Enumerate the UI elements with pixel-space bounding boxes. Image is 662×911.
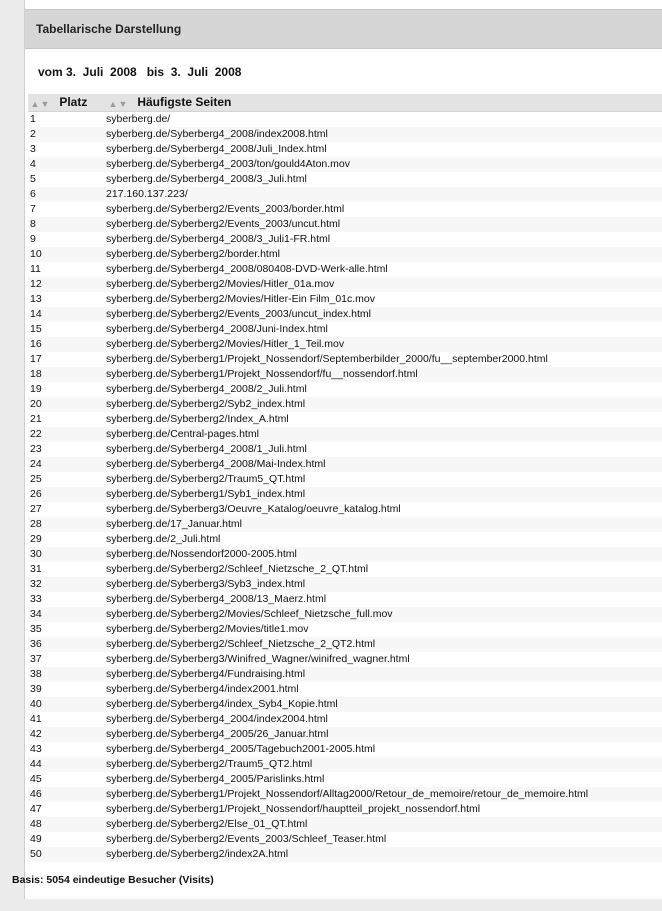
table-row [28,697,662,712]
page-url-cell: syberberg.de/Syberberg2/Else_01_QT.html [106,817,662,832]
page-url-cell: syberberg.de/Syberberg2/Traum5_QT2.html [106,757,662,772]
page-url-cell: syberberg.de/2_Juli.html [106,533,221,545]
page-url-cell: syberberg.de/Syberberg2/Movies/Hitler_01a.mov [106,277,662,292]
page-url-cell: syberberg.de/Syberberg3/Oeuvre_Katalog/oeuvre_katalog.html [106,503,401,515]
page-sort-controls[interactable] [108,96,128,110]
rank-cell: 4 [28,157,106,172]
table-row [28,472,662,487]
sort-down-icon[interactable]: ▼ [118,98,128,109]
page-url-cell: syberberg.de/Syberberg2/Schleef_Nietzsche_2_QT.html [106,563,369,575]
rank-cell: 39 [30,683,42,695]
page-url-cell: syberberg.de/Syberberg2/Index_A.html [106,413,289,425]
table-row [28,682,662,697]
page-url-cell: syberberg.de/Syberberg4_2003/ton/gould4Aton.mov [106,157,662,172]
table-row [28,247,662,262]
rank-cell: 32 [28,577,106,592]
table-row [28,352,662,367]
table-row [28,832,662,847]
table-row [28,457,662,472]
page-url-cell: syberberg.de/Syberberg4_2008/Juni-Index.html [106,323,328,335]
rank-cell: 12 [28,277,106,292]
rank-cell: 17 [30,353,42,365]
page-url-cell: syberberg.de/Syberberg2/border.html [106,247,662,262]
rank-cell: 9 [30,233,36,245]
table-row [28,667,662,682]
page-url-cell: syberberg.de/Syberberg2/Events_2003/uncut.html [106,217,662,232]
page-url-cell: syberberg.de/Syberberg1/Projekt_Nossendorf/hauptteil_projekt_nossendorf.html [106,803,481,815]
rank-cell: 6 [28,187,106,202]
page-url-cell: syberberg.de/Syberberg1/Projekt_Nossendorf/Septemberbilder_2000/fu__september2000.html [106,353,548,365]
table-row [28,817,662,832]
rank-sort-controls[interactable] [30,96,50,110]
page-url-cell: syberberg.de/Syberberg4_2008/Juli_Index.html [106,143,327,155]
table-row [28,187,662,202]
rank-column-header[interactable] [28,94,106,112]
rank-cell: 22 [28,427,106,442]
rank-header-label: Platz [59,95,88,110]
table-row [28,562,662,577]
page-url-cell: syberberg.de/ [106,113,171,125]
page-url-cell: syberberg.de/Syberberg2/Traum5_QT.html [106,473,306,485]
rank-cell: 30 [28,547,106,562]
table-row [28,292,662,307]
page-url-cell: syberberg.de/Syberberg2/index2A.html [106,847,662,862]
table-row [28,592,662,607]
rank-cell: 2 [28,127,106,142]
table-row [28,727,662,742]
rank-cell: 43 [30,743,42,755]
table-row [28,382,662,397]
rank-cell: 24 [28,457,106,472]
panel-title [25,9,662,49]
rank-cell: 1 [30,113,36,125]
page-url-cell: syberberg.de/Syberberg4_2008/Mai-Index.html [106,457,662,472]
rank-cell: 7 [30,203,36,215]
rank-cell: 5 [30,173,36,185]
table-row [28,367,662,382]
rank-cell: 35 [30,623,42,635]
rank-cell: 3 [30,143,36,155]
rank-cell: 36 [28,637,106,652]
page-url-cell: syberberg.de/Syberberg2/Schleef_Nietzsche_2_QT2.html [106,637,662,652]
rank-cell: 27 [30,503,42,515]
rank-cell: 42 [28,727,106,742]
rank-cell: 46 [28,787,106,802]
page-url-cell: syberberg.de/Syberberg4_2004/index2004.html [106,713,328,725]
page-url-cell: syberberg.de/Central-pages.html [106,427,662,442]
rank-cell: 45 [30,773,42,785]
table-row [28,172,662,187]
rank-cell: 41 [30,713,42,725]
sort-down-icon[interactable]: ▼ [40,98,50,109]
page-url-cell: syberberg.de/Syberberg1/Projekt_Nossendorf/fu__nossendorf.html [106,367,662,382]
basis-note: Basis: 5054 eindeutige Besucher (Visits) [12,874,214,886]
rank-cell: 25 [30,473,42,485]
bottom-divider [24,899,662,911]
rank-cell: 38 [28,667,106,682]
table-row [28,112,662,128]
page-url-cell: syberberg.de/Syberberg1/Projekt_Nossendorf/Alltag2000/Retour_de_memoire/retour_de_memoire.html [106,787,662,802]
table-row [28,142,662,157]
rank-cell: 18 [28,367,106,382]
rank-cell: 8 [28,217,106,232]
page-url-cell: syberberg.de/Syberberg3/Syb3_index.html [106,577,662,592]
page-url-cell: syberberg.de/Syberberg4_2008/080408-DVD-Werk-alle.html [106,263,388,275]
page-url-cell: syberberg.de/Syberberg4_2005/26_Januar.html [106,727,662,742]
page-url-cell: syberberg.de/Syberberg2/Movies/Hitler_1_Teil.mov [106,337,662,352]
table-row [28,622,662,637]
table-row [28,307,662,322]
rank-cell: 15 [30,323,42,335]
page-url-cell: syberberg.de/Syberberg2/Movies/title1.mov [106,623,309,635]
sort-up-icon[interactable]: ▲ [108,98,118,109]
rank-cell: 34 [28,607,106,622]
table-row [28,487,662,502]
top-pages-table [28,94,662,862]
rank-cell: 40 [28,697,106,712]
table-body [28,112,662,863]
page-url-cell: syberberg.de/Syberberg2/Events_2003/Schleef_Teaser.html [106,833,387,845]
page-url-cell: syberberg.de/Syberberg4/index_Syb4_Kopie.html [106,697,662,712]
table-row [28,157,662,172]
panel-title-text: Tabellarische Darstellung [36,22,182,36]
rank-cell: 14 [28,307,106,322]
rank-cell: 49 [30,833,42,845]
table-row [28,502,662,517]
table-row [28,802,662,817]
table-row [28,607,662,622]
table-row [28,427,662,442]
rank-cell: 21 [30,413,42,425]
rank-cell: 33 [30,593,42,605]
page-url-cell: syberberg.de/Syberberg2/Syb2_index.html [106,397,662,412]
rank-cell: 23 [30,443,42,455]
rank-cell: 31 [30,563,42,575]
table-row [28,202,662,217]
page-url-cell: syberberg.de/Syberberg4_2008/2_Juli.html [106,383,307,395]
sort-up-icon[interactable]: ▲ [30,98,40,109]
page-url-cell: syberberg.de/Syberberg1/Syb1_index.html [106,487,662,502]
page-url-cell: syberberg.de/Syberberg4_2008/13_Maerz.html [106,593,327,605]
table-row [28,442,662,457]
table-header-row [28,94,662,112]
page-url-cell: syberberg.de/Syberberg2/Events_2003/uncut_index.html [106,307,662,322]
page-url-cell: syberberg.de/Syberberg2/Movies/Schleef_Nietzsche_full.mov [106,607,662,622]
rank-cell: 50 [28,847,106,862]
table-row [28,217,662,232]
rank-cell: 28 [28,517,106,532]
page-url-cell: syberberg.de/Syberberg4_2005/Tagebuch2001-2005.html [106,743,376,755]
page-url-cell: syberberg.de/Syberberg3/Winifred_Wagner/winifred_wagner.html [106,653,410,665]
rank-cell: 47 [30,803,42,815]
table-row [28,577,662,592]
page-url-cell: syberberg.de/Nossendorf2000-2005.html [106,547,662,562]
page-url-cell: syberberg.de/Syberberg4_2008/1_Juli.html [106,443,307,455]
rank-cell: 44 [28,757,106,772]
rank-cell: 13 [30,293,42,305]
table-row [28,277,662,292]
table-row [28,262,662,277]
rank-cell: 20 [28,397,106,412]
rank-cell: 48 [28,817,106,832]
page-url-cell: syberberg.de/Syberberg4_2008/3_Juli.html [106,173,307,185]
table-row [28,322,662,337]
rank-cell: 29 [30,533,42,545]
table-row [28,397,662,412]
table-row [28,532,662,547]
page-url-cell: syberberg.de/Syberberg2/Movies/Hitler-Ein Film_01c.mov [106,293,376,305]
page-url-cell: 217.160.137.223/ [106,187,662,202]
table-row [28,787,662,802]
table-row [28,742,662,757]
page-url-cell: syberberg.de/Syberberg4/Fundraising.html [106,667,662,682]
page-header-label: Häufigste Seiten [137,95,232,110]
page-url-cell: syberberg.de/Syberberg4_2008/3_Juli1-FR.html [106,233,331,245]
table-row [28,712,662,727]
table-row [28,772,662,787]
rank-cell: 16 [28,337,106,352]
rank-cell: 37 [30,653,42,665]
table-row [28,637,662,652]
table-row [28,337,662,352]
table-row [28,547,662,562]
rank-cell: 10 [28,247,106,262]
rank-cell: 19 [30,383,42,395]
table-row [28,232,662,247]
table-row [28,127,662,142]
page-url-cell: syberberg.de/Syberberg4/index2001.html [106,683,299,695]
page-url-cell: syberberg.de/Syberberg4_2005/Parislinks.html [106,773,325,785]
table-row [28,412,662,427]
page-url-cell: syberberg.de/Syberberg2/Events_2003/border.html [106,203,345,215]
table-row [28,757,662,772]
page-column-header[interactable] [106,94,662,112]
rank-cell: 26 [28,487,106,502]
page-url-cell: syberberg.de/Syberberg4_2008/index2008.html [106,127,662,142]
table-row [28,847,662,862]
table-row [28,517,662,532]
rank-cell: 11 [30,263,41,275]
date-range: vom 3. Juli 2008 bis 3. Juli 2008 [38,65,242,79]
table-row [28,652,662,667]
page-url-cell: syberberg.de/17_Januar.html [106,517,662,532]
